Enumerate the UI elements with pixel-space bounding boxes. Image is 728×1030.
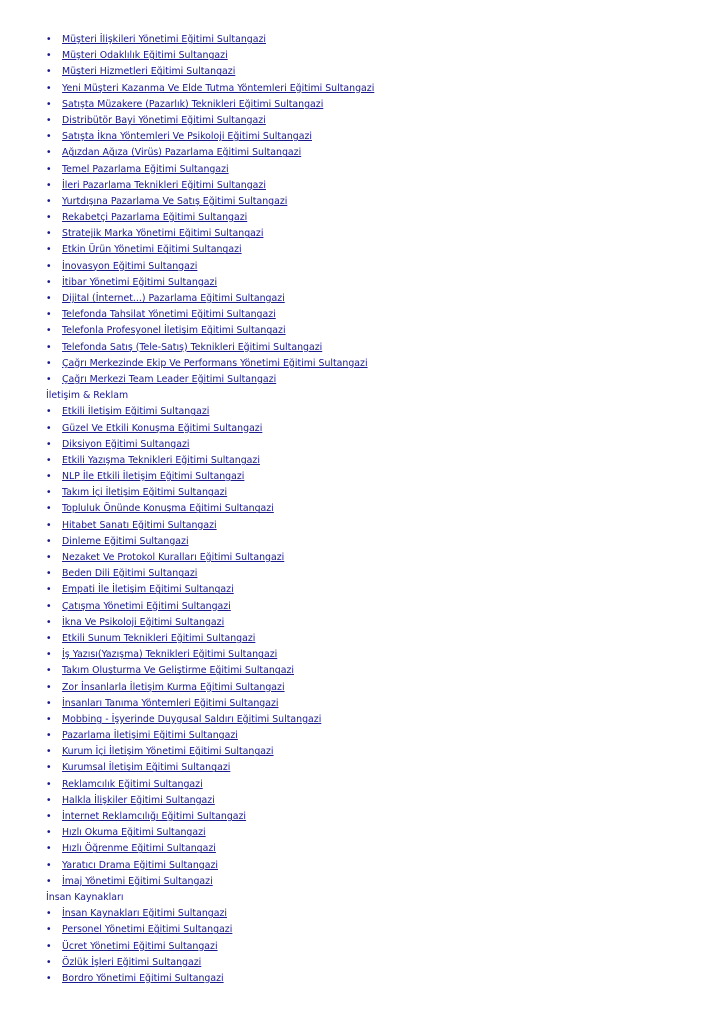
- bullet-icon: •: [46, 422, 52, 434]
- bullet-icon: •: [46, 66, 52, 78]
- course-link[interactable]: Etkili Sunum Teknikleri Eğitimi Sultangazi: [62, 632, 256, 644]
- list-item: [46, 793, 706, 809]
- list-item: [46, 858, 706, 874]
- section-heading: İnsan Kaynakları: [46, 891, 124, 903]
- list-item: [46, 81, 706, 97]
- list-item: [46, 323, 706, 339]
- list-item: [46, 259, 706, 275]
- bullet-icon: •: [46, 843, 52, 855]
- course-link[interactable]: Ağızdan Ağıza (Virüs) Pazarlama Eğitimi Sultangazi: [62, 147, 302, 159]
- list-item: [46, 582, 706, 598]
- course-link[interactable]: Ücret Yönetimi Eğitimi Sultangazi: [62, 940, 218, 952]
- list-item: [46, 696, 706, 712]
- bullet-icon: •: [46, 503, 52, 515]
- bullet-icon: •: [46, 34, 52, 45]
- list-item: [46, 485, 706, 501]
- course-link[interactable]: Özlük İşleri Eğitimi Sultangazi: [62, 956, 202, 968]
- bullet-icon: •: [46, 924, 52, 936]
- bullet-icon: •: [46, 373, 52, 385]
- bullet-icon: •: [46, 649, 52, 661]
- course-link[interactable]: Müşteri İlişkileri Yönetimi Eğitimi Sultangazi: [62, 34, 266, 45]
- course-link[interactable]: İtibar Yönetimi Eğitimi Sultangazi: [62, 276, 218, 288]
- bullet-icon: •: [46, 681, 52, 693]
- course-link[interactable]: Temel Pazarlama Eğitimi Sultangazi: [62, 163, 229, 175]
- list-item: [46, 728, 706, 744]
- bullet-icon: •: [46, 859, 52, 871]
- bullet-icon: •: [46, 357, 52, 369]
- course-link[interactable]: Yurtdışına Pazarlama Ve Satış Eğitimi Sultangazi: [62, 195, 288, 207]
- course-link[interactable]: Etkin Ürün Yönetimi Eğitimi Sultangazi: [62, 244, 242, 256]
- bullet-icon: •: [46, 940, 52, 952]
- list-item: [46, 307, 706, 323]
- list-item: [46, 841, 706, 857]
- course-link[interactable]: Dijital (İnternet...) Pazarlama Eğitimi Sultangazi: [62, 293, 285, 304]
- list-item: [46, 145, 706, 161]
- bullet-icon: •: [46, 244, 52, 256]
- course-link[interactable]: İnsanları Tanıma Yöntemleri Eğitimi Sultangazi: [62, 697, 279, 709]
- list-item: [46, 194, 706, 210]
- list-item: [46, 64, 706, 80]
- course-link[interactable]: Mobbing - İşyerinde Duygusal Saldırı Eğitimi Sultangazi: [62, 713, 322, 725]
- bullet-icon: •: [46, 131, 52, 143]
- bullet-icon: •: [46, 293, 52, 304]
- list-item: [46, 599, 706, 615]
- list-item: [46, 210, 706, 226]
- list-item: [46, 680, 706, 696]
- bullet-icon: •: [46, 778, 52, 790]
- bullet-icon: •: [46, 811, 52, 822]
- course-link[interactable]: Telefonla Profesyonel İletişim Eğitimi Sultangazi: [62, 325, 286, 337]
- list-item: [46, 162, 706, 178]
- bullet-icon: •: [46, 454, 52, 466]
- bullet-icon: •: [46, 697, 52, 709]
- course-link[interactable]: Takım Oluşturma Ve Geliştirme Eğitimi Sultangazi: [62, 665, 295, 677]
- bullet-icon: •: [46, 406, 52, 418]
- bullet-icon: •: [46, 600, 52, 612]
- course-link[interactable]: Yeni Müşteri Kazanma Ve Elde Tutma Yöntemleri Eğitimi Sultangazi: [62, 82, 375, 94]
- list-item: [46, 631, 706, 647]
- list-item: [46, 647, 706, 663]
- list-item: [46, 275, 706, 291]
- bullet-icon: •: [46, 875, 52, 887]
- bullet-icon: •: [46, 794, 52, 806]
- list-item: [46, 518, 706, 534]
- course-link[interactable]: İnternet Reklamcılığı Eğitimi Sultangazi: [62, 811, 247, 822]
- list-item: [46, 404, 706, 420]
- course-link[interactable]: Çağrı Merkezinde Ekip Ve Performans Yönetimi Eğitimi Sultangazi: [62, 357, 368, 369]
- bullet-icon: •: [46, 519, 52, 531]
- bullet-icon: •: [46, 746, 52, 758]
- bullet-icon: •: [46, 972, 52, 984]
- list-item: [46, 453, 706, 469]
- list-item: [46, 501, 706, 517]
- course-link[interactable]: İş Yazısı(Yazışma) Teknikleri Eğitimi Sultangazi: [62, 649, 278, 661]
- course-link[interactable]: İmaj Yönetimi Eğitimi Sultangazi: [62, 875, 213, 887]
- list-item: [46, 550, 706, 566]
- list-item: [46, 421, 706, 437]
- bullet-icon: •: [46, 276, 52, 288]
- bullet-icon: •: [46, 195, 52, 207]
- course-link[interactable]: İnovasyon Eğitimi Sultangazi: [62, 260, 198, 272]
- list-item: [46, 663, 706, 679]
- course-link[interactable]: Takım İçi İletişim Eğitimi Sultangazi: [62, 487, 228, 499]
- bullet-icon: •: [46, 665, 52, 677]
- course-link[interactable]: Hızlı Okuma Eğitimi Sultangazi: [62, 827, 206, 839]
- course-link[interactable]: Hitabet Sanatı Eğitimi Sultangazi: [62, 519, 217, 531]
- bullet-icon: •: [46, 228, 52, 240]
- bullet-icon: •: [46, 179, 52, 191]
- course-link[interactable]: Telefonda Satış (Tele-Satış) Teknikleri Eğitimi Sultangazi: [62, 341, 323, 353]
- list-item: [46, 178, 706, 194]
- list-item: [46, 566, 706, 582]
- course-link[interactable]: Yaratıcı Drama Eğitimi Sultangazi: [62, 859, 219, 871]
- bullet-icon: •: [46, 535, 52, 547]
- course-link[interactable]: Güzel Ve Etkili Konuşma Eğitimi Sultangazi: [62, 422, 263, 434]
- course-link[interactable]: Dinleme Eğitimi Sultangazi: [62, 535, 189, 547]
- course-link[interactable]: Çatışma Yönetimi Eğitimi Sultangazi: [62, 600, 231, 612]
- bullet-icon: •: [46, 98, 52, 110]
- course-link[interactable]: Beden Dili Eğitimi Sultangazi: [62, 568, 198, 580]
- bullet-icon: •: [46, 487, 52, 499]
- list-item: [46, 874, 706, 890]
- course-link[interactable]: İkna Ve Psikoloji Eğitimi Sultangazi: [62, 616, 225, 628]
- bullet-icon: •: [46, 827, 52, 839]
- bullet-icon: •: [46, 114, 52, 126]
- bullet-icon: •: [46, 82, 52, 94]
- list-item: [46, 615, 706, 631]
- bullet-icon: •: [46, 163, 52, 175]
- course-link[interactable]: Müşteri Odaklılık Eğitimi Sultangazi: [62, 50, 228, 62]
- list-item: [46, 97, 706, 113]
- bullet-icon: •: [46, 325, 52, 337]
- list-item: [46, 32, 706, 48]
- list-item: [46, 437, 706, 453]
- list-item: [46, 534, 706, 550]
- list-item: [46, 242, 706, 258]
- course-link[interactable]: Reklamcılık Eğitimi Sultangazi: [62, 778, 203, 790]
- bullet-icon: •: [46, 212, 52, 224]
- bullet-icon: •: [46, 50, 52, 62]
- list-item: [46, 712, 706, 728]
- course-link[interactable]: Satışta Müzakere (Pazarlık) Teknikleri Eğitimi Sultangazi: [62, 98, 324, 110]
- list-item: [46, 469, 706, 485]
- list-item: [46, 340, 706, 356]
- list-item: [46, 939, 706, 955]
- list-item: [46, 113, 706, 129]
- bullet-icon: •: [46, 616, 52, 628]
- course-link[interactable]: Etkili Yazışma Teknikleri Eğitimi Sultangazi: [62, 454, 260, 466]
- course-link[interactable]: Telefonda Tahsilat Yönetimi Eğitimi Sultangazi: [62, 309, 276, 321]
- list-item: [46, 777, 706, 793]
- list-item: [46, 372, 706, 388]
- course-link[interactable]: Nezaket Ve Protokol Kuralları Eğitimi Sultangazi: [62, 552, 285, 563]
- list-item: [46, 809, 706, 825]
- bullet-icon: •: [46, 956, 52, 968]
- course-link[interactable]: Bordro Yönetimi Eğitimi Sultangazi: [62, 972, 224, 984]
- bullet-icon: •: [46, 730, 52, 742]
- list-item: [46, 955, 706, 971]
- course-link[interactable]: Rekabetçi Pazarlama Eğitimi Sultangazi: [62, 212, 248, 224]
- bullet-icon: •: [46, 341, 52, 353]
- course-link[interactable]: Halkla İlişkiler Eğitimi Sultangazi: [62, 794, 215, 806]
- course-link[interactable]: Çağrı Merkezi Team Leader Eğitimi Sultangazi: [62, 373, 277, 385]
- bullet-icon: •: [46, 438, 52, 450]
- list-item: [46, 922, 706, 938]
- bullet-icon: •: [46, 908, 52, 920]
- course-link[interactable]: Personel Yönetimi Eğitimi Sultangazi: [62, 924, 233, 936]
- bullet-icon: •: [46, 762, 52, 774]
- course-link[interactable]: Distribütör Bayi Yönetimi Eğitimi Sultangazi: [62, 114, 266, 126]
- document-body: [46, 32, 706, 987]
- course-link[interactable]: Pazarlama İletişimi Eğitimi Sultangazi: [62, 730, 238, 742]
- course-link[interactable]: Etkili İletişim Eğitimi Sultangazi: [62, 406, 210, 418]
- course-link[interactable]: Hızlı Öğrenme Eğitimi Sultangazi: [62, 843, 216, 855]
- list-item: [46, 129, 706, 145]
- bullet-icon: •: [46, 471, 52, 483]
- list-item: [46, 226, 706, 242]
- course-link[interactable]: Diksiyon Eğitimi Sultangazi: [62, 438, 190, 450]
- section-heading: İletişim & Reklam: [46, 390, 129, 402]
- course-link[interactable]: Topluluk Önünde Konuşma Eğitimi Sultangazi: [62, 503, 274, 515]
- bullet-icon: •: [46, 552, 52, 563]
- course-link[interactable]: Satışta İkna Yöntemleri Ve Psikoloji Eğitimi Sultangazi: [62, 131, 312, 143]
- bullet-icon: •: [46, 632, 52, 644]
- list-item: [46, 356, 706, 372]
- list-item: [46, 760, 706, 776]
- course-link[interactable]: İnsan Kaynakları Eğitimi Sultangazi: [62, 908, 227, 920]
- list-item: [46, 744, 706, 760]
- course-link[interactable]: Stratejik Marka Yönetimi Eğitimi Sultangazi: [62, 228, 264, 240]
- list-item: [46, 906, 706, 922]
- course-link[interactable]: NLP İle Etkili İletişim Eğitimi Sultangazi: [62, 471, 245, 483]
- bullet-icon: •: [46, 260, 52, 272]
- bullet-icon: •: [46, 309, 52, 321]
- course-link[interactable]: Kurum İçi İletişim Yönetimi Eğitimi Sultangazi: [62, 746, 274, 758]
- course-link[interactable]: Empati İle İletişim Eğitimi Sultangazi: [62, 584, 234, 596]
- bullet-icon: •: [46, 584, 52, 596]
- bullet-icon: •: [46, 147, 52, 159]
- course-link[interactable]: Kurumsal İletişim Eğitimi Sultangazi: [62, 762, 231, 774]
- course-link[interactable]: Müşteri Hizmetleri Eğitimi Sultangazi: [62, 66, 236, 78]
- list-item: [46, 825, 706, 841]
- course-link[interactable]: Zor İnsanlarla İletişim Kurma Eğitimi Sultangazi: [62, 681, 285, 693]
- list-item: [46, 48, 706, 64]
- bullet-icon: •: [46, 713, 52, 725]
- course-link[interactable]: İleri Pazarlama Teknikleri Eğitimi Sultangazi: [62, 179, 266, 191]
- bullet-icon: •: [46, 568, 52, 580]
- list-item: [46, 971, 706, 987]
- list-item: [46, 291, 706, 307]
